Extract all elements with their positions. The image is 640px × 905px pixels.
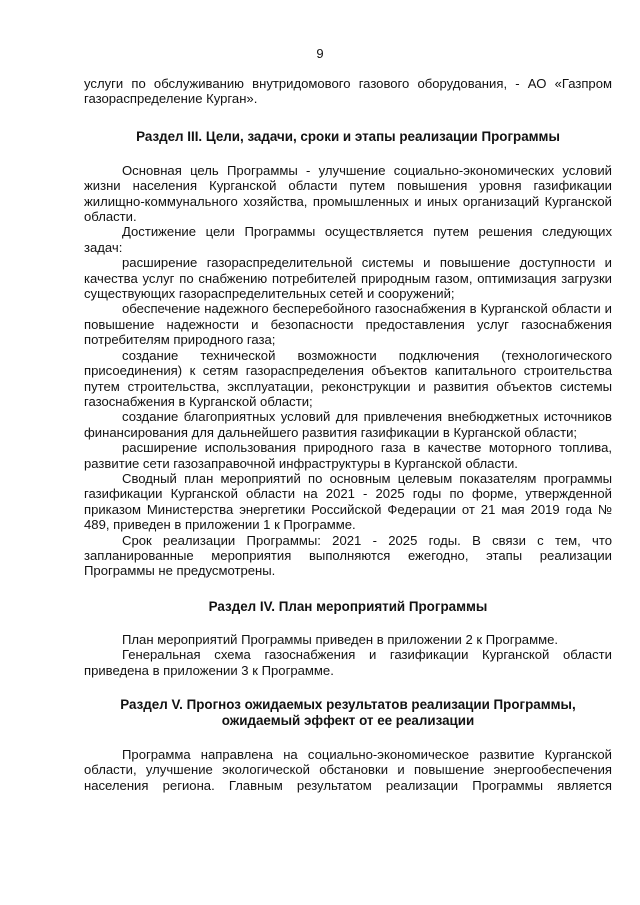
section-5-heading-line: ожидаемый эффект от ее реализации (221, 713, 475, 728)
section-3-paragraph: Сводный план мероприятий по основным целевым показателям программы газификации Курганской области на 2021 - 2025 годы по форме, утвержденной приказом Министерства энергетики Российской Федерации от 21 мая 2019 года № 489, приведен в приложении 1 к Программе. (84, 470, 612, 533)
section-3-paragraph: Срок реализации Программы: 2021 - 2025 годы. В связи с тем, что запланированные мероприятия выполняются ежегодно, этапы реализации Программы не предусмотрены. (84, 532, 612, 579)
section-3-paragraph: Основная цель Программы - улучшение социально-экономических условий жизни населения Курганской области путем повышения уровня газификации жилищно-коммунального хозяйства, промышленных и иных организаций Курганской области. (84, 162, 612, 225)
task-item: создание благоприятных условий для привлечения внебюджетных источников финансирования для дальнейшего развития газификации в Курганской области; (84, 409, 612, 440)
task-item: обеспечение надежного бесперебойного газоснабжения в Курганской области и повышение надежности и безопасности предоставления услуг газоснабжения потребителям природного газа; (84, 301, 612, 348)
intro-paragraph: услуги по обслуживанию внутридомового газового оборудования, - АО «Газпром (84, 76, 612, 91)
section-4-paragraph: План мероприятий Программы приведен в приложении 2 к Программе. (122, 631, 559, 647)
task-item: расширение использования природного газа в качестве моторного топлива, развитие сети газозаправочной инфраструктуры в Курганской области. (84, 440, 612, 471)
section-4-paragraph: Генеральная схема газоснабжения и газификации Курганской области приведена в приложении 3 к Программе. (84, 647, 612, 678)
section-3-heading: Раздел III. Цели, задачи, сроки и этапы реализации Программы (136, 128, 560, 144)
section-5-heading-line: Раздел V. Прогноз ожидаемых результатов реализации Программы, (120, 697, 576, 712)
document-body (84, 76, 612, 793)
intro-paragraph-end: газораспределение Курган». (84, 91, 258, 107)
page-number: 9 (316, 46, 324, 61)
section-5-paragraph: Программа направлена на социально-экономическое развитие Курганской области, улучшение экологической обстановки и повышение энергообеспечения населения региона. Главным результатом реализации Программы является (84, 747, 612, 793)
task-item: расширение газораспределительной системы и повышение доступности и качества услуг по снабжению потребителей природным газом, оптимизация загрузки существующих газораспределительных сетей и сооружений; (84, 255, 612, 302)
section-3-paragraph: Достижение цели Программы осуществляется путем решения следующих задач: (84, 224, 612, 255)
section-4-heading: Раздел IV. План мероприятий Программы (208, 598, 488, 614)
task-item: создание технической возможности подключения (технологического присоединения) к сетям газораспределения объектов капитального строительства путем строительства, эксплуатации, реконструкции и развития объектов системы газоснабжения в Курганской области; (84, 347, 612, 409)
section-5-heading (84, 697, 612, 729)
